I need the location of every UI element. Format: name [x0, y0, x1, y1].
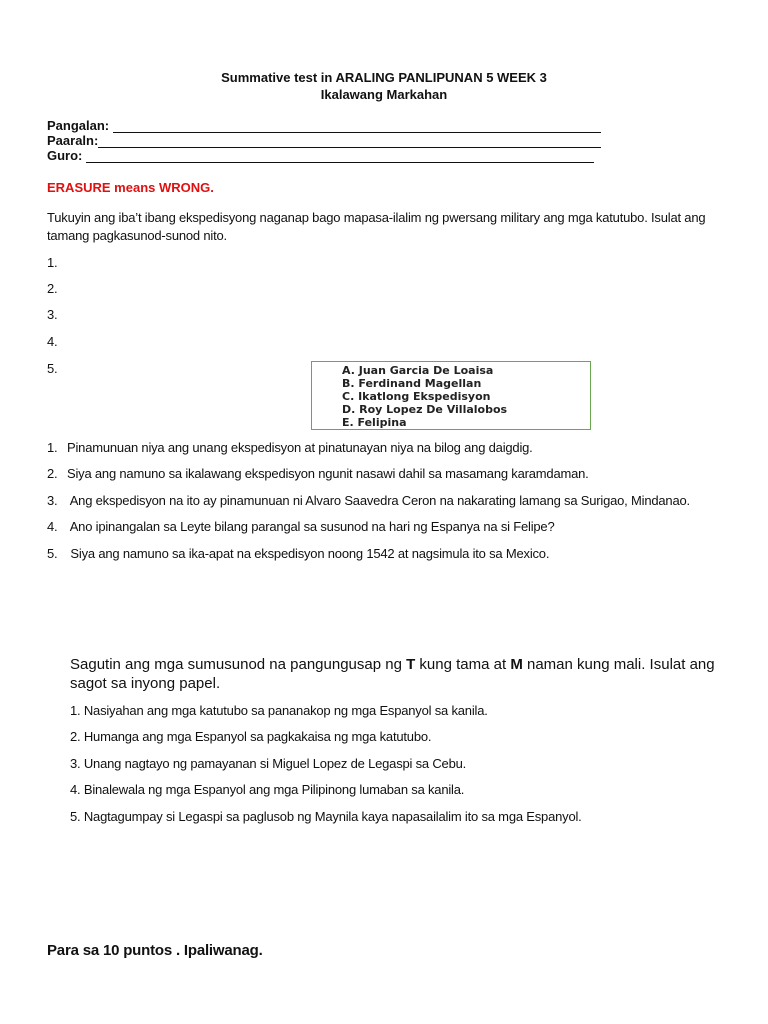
erasure-warning: ERASURE means WRONG.	[47, 180, 214, 195]
document-subtitle: Ikalawang Markahan	[320, 87, 448, 102]
question-3	[47, 493, 690, 508]
question-number: 2.	[47, 466, 58, 481]
section2-instruction-part2: kung tama at	[415, 656, 511, 673]
teacher-field	[47, 148, 594, 163]
answer-blank-2: 2.	[47, 281, 58, 296]
tf-item-2: 2. Humanga ang mga Espanyol sa pagkakaisa ng mga katutubo.	[70, 729, 432, 744]
name-field	[47, 118, 601, 133]
tf-item-5: 5. Nagtagumpay si Legaspi sa paglusob ng Maynila kaya napasailalim ito sa mga Espanyol.	[70, 809, 582, 824]
question-5	[47, 546, 549, 561]
section2-instruction-part1: Sagutin ang mga sumusunod na pangungusap ng	[70, 656, 407, 673]
school-field-label: Paaraln:	[47, 133, 99, 148]
section2-instruction	[70, 655, 720, 693]
choice-a: A. Juan Garcia De Loaisa	[342, 364, 494, 377]
section2-instruction-part3: naman kung mali. Isulat ang sagot sa inyong papel.	[70, 656, 715, 692]
document-title: Summative test in ARALING PANLIPUNAN 5 WEEK 3	[221, 70, 547, 85]
question-4	[47, 519, 554, 534]
question-number: 3.	[47, 493, 58, 508]
answer-blank-1: 1.	[47, 255, 58, 270]
choices-box	[311, 361, 591, 430]
question-text: Ano ipinangalan sa Leyte bilang parangal sa susunod na hari ng Espanya na si Felipe?	[67, 519, 555, 534]
false-letter: M	[510, 656, 523, 673]
choice-d: D. Roy Lopez De Villalobos	[342, 403, 508, 416]
question-number: 1.	[47, 440, 58, 455]
tf-item-1: 1. Nasiyahan ang mga katutubo sa pananakop ng mga Espanyol sa kanila.	[70, 703, 488, 718]
teacher-field-line	[86, 151, 594, 163]
choice-b: B. Ferdinand Magellan	[342, 377, 482, 390]
true-letter: T	[406, 656, 416, 673]
question-number: 5.	[47, 546, 58, 561]
question-text: Siya ang namuno sa ikalawang ekspedisyon ngunit nasawi dahil sa masamang karamdaman.	[67, 466, 589, 481]
answer-blank-4: 4.	[47, 334, 58, 349]
question-text: Siya ang namuno sa ika-apat na ekspedisyon noong 1542 at nagsimula ito sa Mexico.	[67, 546, 550, 561]
choice-e: E. Felipina	[342, 416, 407, 429]
name-field-line	[113, 121, 601, 133]
question-1	[47, 440, 533, 455]
tf-item-3: 3. Unang nagtayo ng pamayanan si Miguel Lopez de Legaspi sa Cebu.	[70, 756, 467, 771]
answer-blank-3: 3.	[47, 307, 58, 322]
teacher-field-label: Guro:	[47, 148, 86, 163]
school-field-line	[98, 136, 601, 148]
section1-instruction: Tukuyin ang iba’t ibang ekspedisyong naganap bago mapasa-ilalim ng pwersang military ang mga katutubo. Isulat ang tamang pagkasunod-sunod nito.	[47, 210, 706, 243]
question-text: Ang ekspedisyon na ito ay pinamunuan ni Alvaro Saavedra Ceron na nakarating lamang sa Surigao, Mindanao.	[67, 493, 690, 508]
answer-blank-5: 5.	[47, 361, 58, 376]
question-2	[47, 466, 589, 481]
choice-c: C. Ikatlong Ekspedisyon	[342, 390, 491, 403]
question-text: Pinamunuan niya ang unang ekspedisyon at pinatunayan niya na bilog ang daigdig.	[67, 440, 533, 455]
tf-item-4: 4. Binalewala ng mga Espanyol ang mga Pilipinong lumaban sa kanila.	[70, 782, 465, 797]
question-number: 4.	[47, 519, 58, 534]
essay-prompt: Para sa 10 puntos . Ipaliwanag.	[47, 942, 263, 959]
school-field	[47, 133, 601, 148]
name-field-label: Pangalan:	[47, 118, 113, 133]
